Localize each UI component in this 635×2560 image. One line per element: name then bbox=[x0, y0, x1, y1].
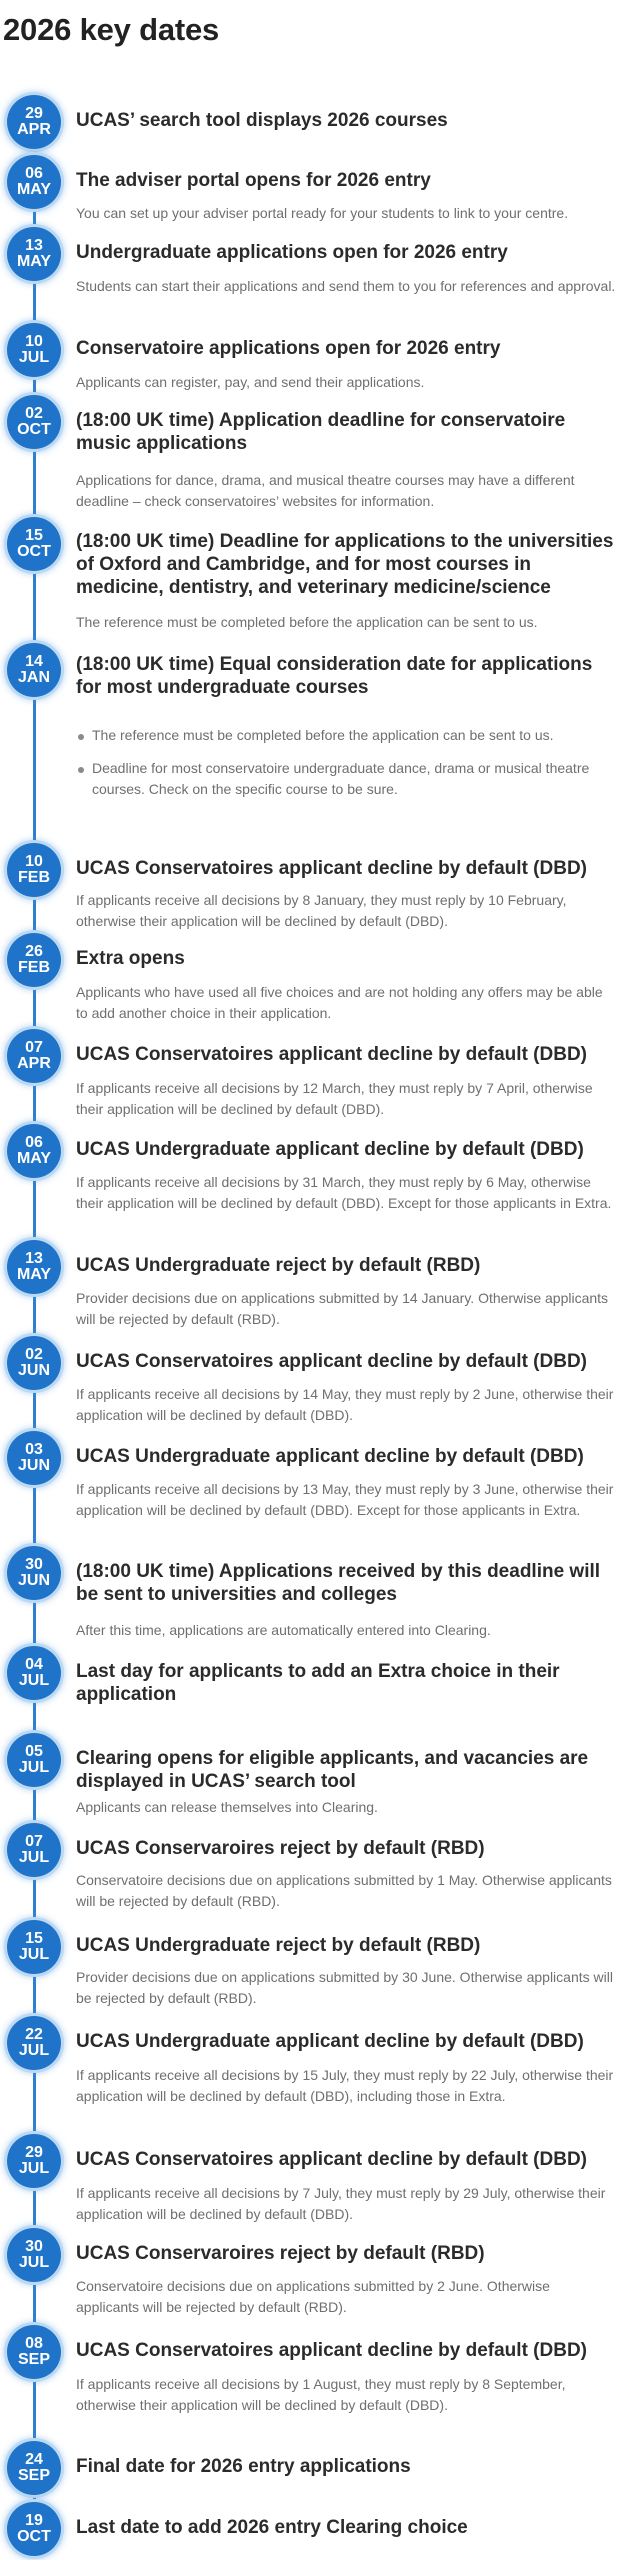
date-badge bbox=[7, 1240, 61, 1294]
date-month: JUL bbox=[18, 1849, 50, 1866]
event-title: UCAS Conservatoires applicant decline by default (DBD) bbox=[76, 1044, 587, 1065]
date-badge bbox=[7, 227, 61, 281]
date-day: 06 bbox=[25, 1134, 43, 1151]
date-month: MAY bbox=[16, 253, 52, 270]
date-month: OCT bbox=[17, 2528, 51, 2545]
date-day: 15 bbox=[25, 1930, 43, 1947]
date-badge bbox=[7, 1029, 61, 1083]
event-title: Clearing opens for eligible applicants, and vacancies are displayed in UCAS’ search tool bbox=[76, 1748, 589, 1792]
event-description: Applicants can release themselves into Clearing. bbox=[76, 1799, 378, 1815]
date-month: JUN bbox=[17, 1572, 50, 1589]
date-badge bbox=[7, 1823, 61, 1877]
date-badge bbox=[7, 1336, 61, 1390]
event-title: Conservatoire applications open for 2026 entry bbox=[76, 338, 501, 359]
date-badge bbox=[7, 2016, 61, 2070]
event-title: The adviser portal opens for 2026 entry bbox=[76, 170, 431, 191]
event-description: The reference must be completed before the application can be sent to us. bbox=[76, 614, 538, 630]
date-month: JUL bbox=[18, 1759, 50, 1776]
date-day: 19 bbox=[25, 2512, 43, 2529]
date-month: MAY bbox=[16, 181, 52, 198]
event-title: UCAS Undergraduate applicant decline by default (DBD) bbox=[76, 1139, 584, 1160]
date-day: 29 bbox=[25, 2144, 43, 2161]
event-title: Extra opens bbox=[76, 948, 185, 969]
date-badge bbox=[7, 843, 61, 897]
date-badge bbox=[7, 1431, 61, 1485]
date-day: 03 bbox=[25, 1441, 43, 1458]
date-day: 30 bbox=[25, 1556, 43, 1573]
date-month: JUL bbox=[18, 2042, 50, 2059]
date-day: 05 bbox=[25, 1743, 43, 1760]
date-badge bbox=[7, 155, 61, 209]
event-description: You can set up your adviser portal ready for your students to link to your centre. bbox=[76, 205, 569, 221]
event-description: Conservatoire decisions due on applications submitted by 2 June. Otherwise applicants will be rejected by default (RBD). bbox=[76, 2278, 550, 2315]
event-description: If applicants receive all decisions by 14 May, they must reply by 2 June, otherwise their application will be declined by default (DBD). bbox=[76, 1386, 614, 1423]
event-description: Applications for dance, drama, and musical theatre courses may have a different deadline – check conservatoires’ websites for information. bbox=[76, 472, 575, 509]
event-title: UCAS Conservatoires applicant decline by default (DBD) bbox=[76, 2340, 587, 2361]
event-title: UCAS Undergraduate reject by default (RBD) bbox=[76, 1935, 481, 1956]
event-bullet-list bbox=[76, 725, 616, 812]
event-description: Students can start their applications and send them to you for references and approval. bbox=[76, 278, 616, 294]
event-description: Conservatoire decisions due on applications submitted by 1 May. Otherwise applicants will be rejected by default (RBD). bbox=[76, 1872, 612, 1909]
date-badge bbox=[7, 1546, 61, 1600]
date-day: 14 bbox=[25, 653, 43, 670]
event-title: UCAS Conservatoires applicant decline by default (DBD) bbox=[76, 2149, 587, 2170]
date-badge bbox=[7, 1124, 61, 1178]
date-day: 07 bbox=[25, 1833, 43, 1850]
event-title: UCAS Conservaroires reject by default (RBD) bbox=[76, 1838, 485, 1859]
date-month: MAY bbox=[16, 1266, 52, 1283]
date-month: JUL bbox=[18, 349, 50, 366]
event-description: If applicants receive all decisions by 31 March, they must reply by 6 May, otherwise their application will be declined by default (DBD). Except for those applicants in Extra. bbox=[76, 1174, 612, 1211]
date-month: APR bbox=[17, 121, 51, 138]
event-bullet-item: Deadline for most conservatoire undergraduate dance, drama or musical theatre courses. Check on the specific course to be sure. bbox=[76, 758, 616, 800]
date-day: 02 bbox=[25, 405, 43, 422]
date-day: 04 bbox=[25, 1656, 43, 1673]
date-month: OCT bbox=[17, 543, 51, 560]
date-month: JUL bbox=[18, 1946, 50, 1963]
date-badge bbox=[7, 395, 61, 449]
event-description: Applicants who have used all five choices and are not holding any offers may be able to add another choice in their application. bbox=[76, 984, 603, 1021]
date-month: JUL bbox=[18, 2254, 50, 2271]
event-title: UCAS’ search tool displays 2026 courses bbox=[76, 110, 448, 131]
event-description: If applicants receive all decisions by 7 July, they must reply by 29 July, otherwise their application will be declined by default (DBD). bbox=[76, 2185, 606, 2222]
date-badge bbox=[7, 643, 61, 697]
date-month: SEP bbox=[17, 2351, 50, 2368]
date-badge bbox=[7, 933, 61, 987]
date-day: 22 bbox=[25, 2026, 43, 2043]
event-description: If applicants receive all decisions by 12 March, they must reply by 7 April, otherwise their application will be declined by default (DBD). bbox=[76, 1080, 593, 1117]
date-month: SEP bbox=[17, 2467, 50, 2484]
event-title: (18:00 UK time) Applications received by this deadline will be sent to universities and colleges bbox=[76, 1561, 601, 1605]
event-title: (18:00 UK time) Application deadline for conservatoire music applications bbox=[76, 410, 566, 454]
event-title: Last date to add 2026 entry Clearing choice bbox=[76, 2517, 468, 2538]
date-day: 30 bbox=[25, 2238, 43, 2255]
date-day: 07 bbox=[25, 1039, 43, 1056]
date-badge bbox=[7, 323, 61, 377]
date-badge bbox=[7, 2134, 61, 2188]
date-badge bbox=[7, 2441, 61, 2495]
date-month: JUL bbox=[18, 1672, 50, 1689]
event-title: UCAS Conservatoires applicant decline by default (DBD) bbox=[76, 858, 587, 879]
date-badge bbox=[7, 517, 61, 571]
event-title: UCAS Conservaroires reject by default (RBD) bbox=[76, 2243, 485, 2264]
date-day: 08 bbox=[25, 2335, 43, 2352]
event-title: Undergraduate applications open for 2026 entry bbox=[76, 242, 508, 263]
date-month: JUN bbox=[17, 1457, 50, 1474]
event-title: Final date for 2026 entry applications bbox=[76, 2456, 411, 2477]
date-day: 10 bbox=[25, 333, 43, 350]
event-description: Provider decisions due on applications submitted by 30 June. Otherwise applicants will be rejected by default (RBD). bbox=[76, 1969, 613, 2006]
event-title: UCAS Conservatoires applicant decline by default (DBD) bbox=[76, 1351, 587, 1372]
date-month: JUL bbox=[18, 2160, 50, 2177]
event-title: Last day for applicants to add an Extra choice in their application bbox=[76, 1661, 560, 1705]
event-description: If applicants receive all decisions by 1 August, they must reply by 8 September, otherwise their application will be declined by default (DBD). bbox=[76, 2376, 566, 2413]
event-bullet-item: The reference must be completed before the application can be sent to us. bbox=[76, 725, 616, 746]
date-badge bbox=[7, 1733, 61, 1787]
date-month: FEB bbox=[18, 869, 50, 886]
page-title: 2026 key dates bbox=[3, 12, 220, 47]
event-title: UCAS Undergraduate applicant decline by default (DBD) bbox=[76, 1446, 584, 1467]
date-badge bbox=[7, 2502, 61, 2556]
date-month: JAN bbox=[17, 669, 50, 686]
event-title: UCAS Undergraduate reject by default (RBD) bbox=[76, 1255, 481, 1276]
event-title: (18:00 UK time) Equal consideration date for applications for most undergraduate courses bbox=[76, 654, 593, 698]
date-day: 24 bbox=[25, 2451, 43, 2468]
date-month: APR bbox=[17, 1055, 51, 1072]
date-month: OCT bbox=[17, 421, 51, 438]
event-title: (18:00 UK time) Deadline for applications to the universities of Oxford and Cambridge, and for most courses in medicine, dentistry, and veterinary medicine/science bbox=[76, 531, 614, 598]
event-description: Provider decisions due on applications submitted by 14 January. Otherwise applicants will be rejected by default (RBD). bbox=[76, 1290, 609, 1327]
date-day: 26 bbox=[25, 943, 43, 960]
date-day: 13 bbox=[25, 1250, 43, 1267]
date-day: 10 bbox=[25, 853, 43, 870]
date-month: MAY bbox=[16, 1150, 52, 1167]
event-title: UCAS Undergraduate applicant decline by default (DBD) bbox=[76, 2031, 584, 2052]
event-description: If applicants receive all decisions by 8 January, they must reply by 10 February, otherwise their application will be declined by default (DBD). bbox=[76, 892, 567, 929]
date-day: 06 bbox=[25, 165, 43, 182]
date-day: 13 bbox=[25, 237, 43, 254]
date-badge bbox=[7, 95, 61, 149]
event-description: After this time, applications are automatically entered into Clearing. bbox=[76, 1622, 491, 1638]
date-badge bbox=[7, 2325, 61, 2379]
date-day: 15 bbox=[25, 527, 43, 544]
date-month: JUN bbox=[17, 1362, 50, 1379]
date-badge bbox=[7, 1920, 61, 1974]
event-description: Applicants can register, pay, and send their applications. bbox=[76, 374, 425, 390]
date-day: 02 bbox=[25, 1346, 43, 1363]
event-description: If applicants receive all decisions by 13 May, they must reply by 3 June, otherwise their application will be declined by default (DBD). Except for those applicants in Extra. bbox=[76, 1481, 614, 1518]
event-description: If applicants receive all decisions by 15 July, they must reply by 22 July, otherwise their application will be declined by default (DBD), including those in Extra. bbox=[76, 2067, 614, 2104]
date-day: 29 bbox=[25, 105, 43, 122]
date-badge bbox=[7, 1646, 61, 1700]
date-badge bbox=[7, 2228, 61, 2282]
date-month: FEB bbox=[18, 959, 50, 976]
